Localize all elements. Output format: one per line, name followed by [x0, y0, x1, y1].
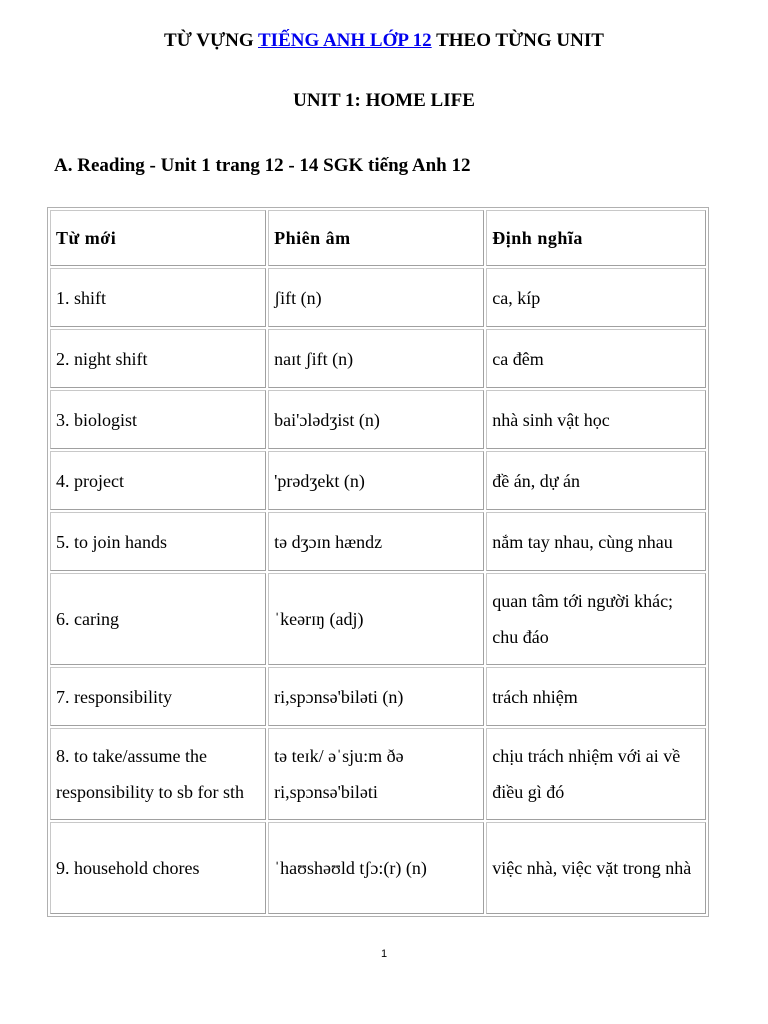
column-header-phonetic: Phiên âm: [268, 210, 484, 266]
table-row: [50, 822, 706, 914]
cell-word: 1. shift: [50, 268, 266, 327]
cell-phonetic: tə dʒɔɪn hændz: [268, 512, 484, 571]
cell-phonetic: ri,spɔnsə'biləti (n): [268, 667, 484, 726]
cell-word: 9. household chores: [50, 822, 266, 914]
column-header-word: Từ mới: [50, 210, 266, 266]
cell-meaning: chịu trách nhiệm với ai về điều gì đó: [486, 728, 706, 820]
cell-meaning: nắm tay nhau, cùng nhau: [486, 512, 706, 571]
cell-word: 4. project: [50, 451, 266, 510]
table-row: [50, 451, 706, 510]
section-heading: A. Reading - Unit 1 trang 12 - 14 SGK tiếng Anh 12: [54, 155, 471, 176]
page-title-prefix: TỪ VỰNG: [164, 30, 258, 51]
page-title: [0, 28, 768, 54]
table-row: [50, 329, 706, 388]
cell-word: 7. responsibility: [50, 667, 266, 726]
cell-meaning: trách nhiệm: [486, 667, 706, 726]
table-row: [50, 667, 706, 726]
table-row: [50, 268, 706, 327]
cell-word: 2. night shift: [50, 329, 266, 388]
cell-meaning: ca đêm: [486, 329, 706, 388]
cell-phonetic: ˈhaʊshəʊld tʃɔ:(r) (n): [268, 822, 484, 914]
page-title-suffix: THEO TỪNG UNIT: [431, 30, 604, 51]
cell-meaning: đề án, dự án: [486, 451, 706, 510]
cell-phonetic: tə teɪk/ əˈsju:m ðə ri,spɔnsə'biləti: [268, 728, 484, 820]
table-row: [50, 512, 706, 571]
table-row: [50, 390, 706, 449]
unit-title: UNIT 1: HOME LIFE: [293, 90, 475, 111]
table-header-row: [50, 210, 706, 266]
cell-word: 8. to take/assume the responsibility to sb for sth: [50, 728, 266, 820]
cell-phonetic: naɪt ʃift (n): [268, 329, 484, 388]
title-link[interactable]: TIẾNG ANH LỚP 12: [258, 30, 432, 51]
cell-phonetic: ʃift (n): [268, 268, 484, 327]
cell-word: 3. biologist: [50, 390, 266, 449]
cell-phonetic: bai'ɔlədʒist (n): [268, 390, 484, 449]
column-header-meaning: Định nghĩa: [486, 210, 706, 266]
cell-meaning: quan tâm tới người khác; chu đáo: [486, 573, 706, 665]
cell-word: 5. to join hands: [50, 512, 266, 571]
cell-phonetic: 'prədʒekt (n): [268, 451, 484, 510]
cell-phonetic: ˈkeərɪŋ (adj): [268, 573, 484, 665]
vocabulary-table: [47, 207, 709, 917]
cell-meaning: nhà sinh vật học: [486, 390, 706, 449]
page-number: 1: [380, 948, 388, 960]
cell-meaning: việc nhà, việc vặt trong nhà: [486, 822, 706, 914]
table-row: [50, 728, 706, 820]
cell-meaning: ca, kíp: [486, 268, 706, 327]
table-row: [50, 573, 706, 665]
cell-word: 6. caring: [50, 573, 266, 665]
